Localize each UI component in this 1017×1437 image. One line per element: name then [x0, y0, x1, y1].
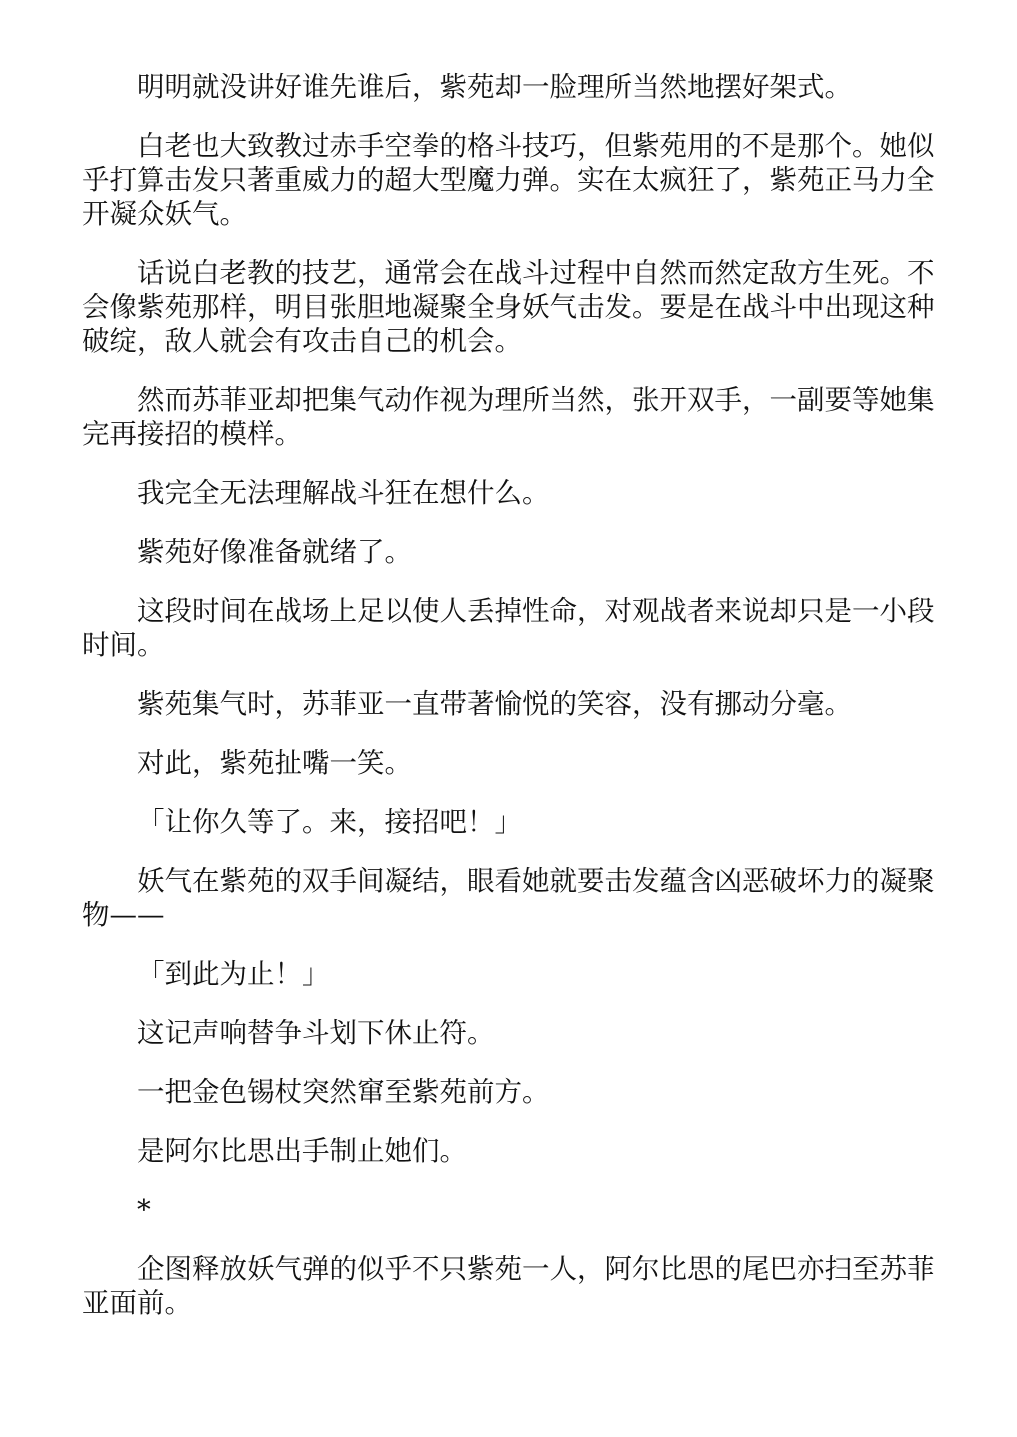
paragraph: 紫苑好像准备就绪了。 [137, 536, 412, 568]
scene-break: * [137, 1194, 151, 1226]
dialogue-line: 「到此为止！」 [137, 958, 330, 990]
paragraph: 我完全无法理解战斗狂在想什么。 [137, 477, 550, 509]
paragraph: 是阿尔比思出手制止她们。 [137, 1135, 467, 1167]
paragraph: 白老也大致教过赤手空拳的格斗技巧，但紫苑用的不是那个。她似乎打算击发只著重威力的超大型魔力弹。实在太疯狂了，紫苑正马力全开凝众妖气。 [82, 130, 935, 230]
paragraph: 紫苑集气时，苏菲亚一直带著愉悦的笑容，没有挪动分毫。 [137, 688, 852, 720]
paragraph: 企图释放妖气弹的似乎不只紫苑一人，阿尔比思的尾巴亦扫至苏菲亚面前。 [82, 1253, 935, 1319]
paragraph: 然而苏菲亚却把集气动作视为理所当然，张开双手，一副要等她集完再接招的模样。 [82, 384, 935, 450]
paragraph: 对此，紫苑扯嘴一笑。 [137, 747, 412, 779]
paragraph: 妖气在紫苑的双手间凝结，眼看她就要击发蕴含凶恶破坏力的凝聚物—— [82, 865, 935, 931]
paragraph: 话说白老教的技艺，通常会在战斗过程中自然而然定敌方生死。不会像紫苑那样，明目张胆地凝聚全身妖气击发。要是在战斗中出现这种破绽，敌人就会有攻击自己的机会。 [82, 257, 935, 357]
paragraph: 这记声响替争斗划下休止符。 [137, 1017, 495, 1049]
paragraph: 一把金色锡杖突然窜至紫苑前方。 [137, 1076, 550, 1108]
dialogue-line: 「让你久等了。来，接招吧！」 [137, 806, 522, 838]
paragraph: 明明就没讲好谁先谁后，紫苑却一脸理所当然地摆好架式。 [137, 71, 852, 103]
paragraph: 这段时间在战场上足以使人丢掉性命，对观战者来说却只是一小段时间。 [82, 595, 935, 661]
